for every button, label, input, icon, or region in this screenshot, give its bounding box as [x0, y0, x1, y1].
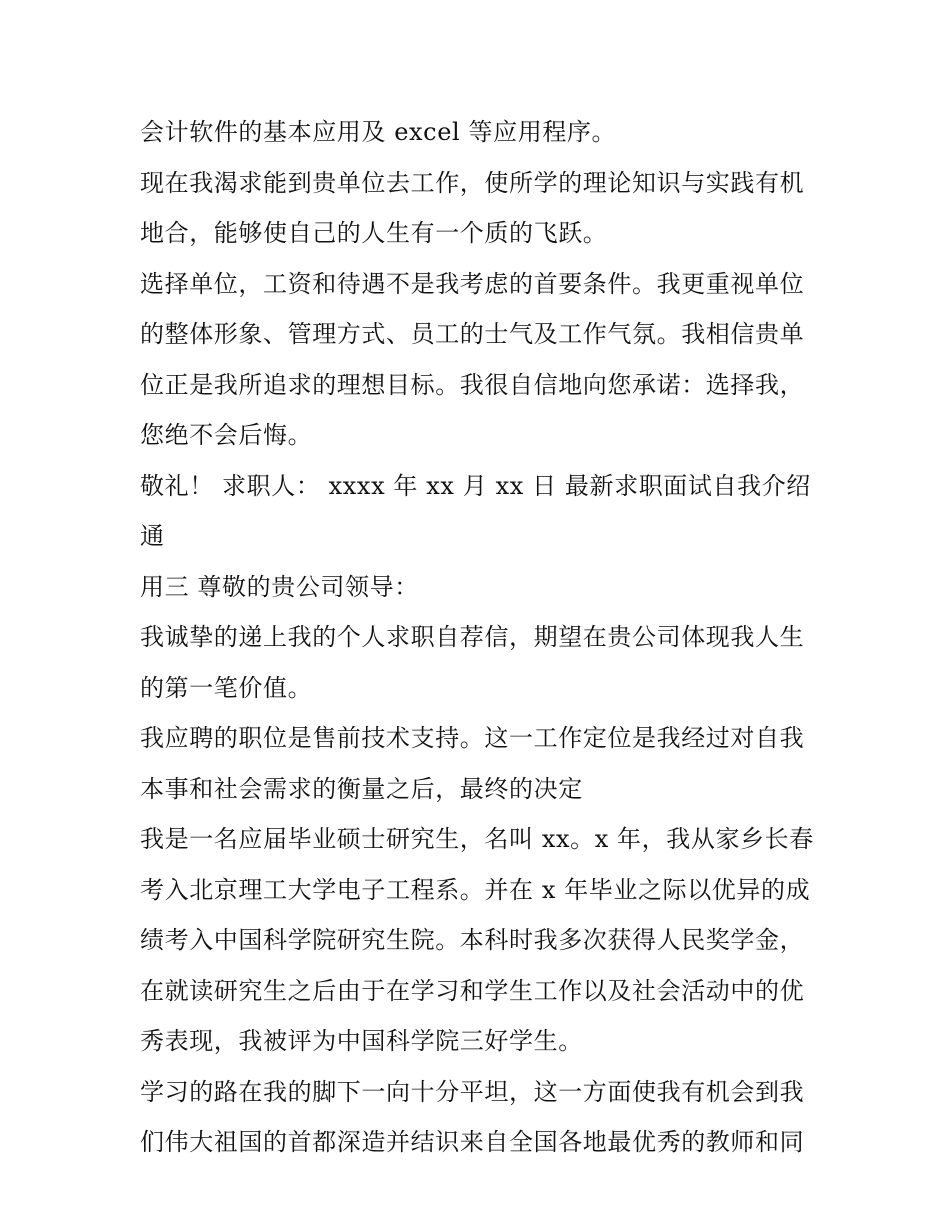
paragraph: 敬礼！ 求职人： xxxx 年 xx 月 xx 日 最新求职面试自我介绍通 用三 尊敬的贵公司领导：	[140, 471, 811, 601]
document-body	[140, 107, 830, 1168]
paragraph: 选择单位，工资和待遇不是我考虑的首要条件。我更重视单位 的整体形象、管理方式、员工的士气及工作气氛。我相信贵单 位正是我所追求的理想目标。我很自信地向您承诺：选择我， 您绝不会后悔。	[140, 269, 805, 449]
paragraph: 我应聘的职位是售前技术支持。这一工作定位是我经过对自我 本事和社会需求的衡量之后，最终的决定	[140, 724, 805, 803]
paragraph: 会计软件的基本应用及 excel 等应用程序。	[140, 118, 617, 146]
paragraph: 我诚挚的递上我的个人求职自荐信，期望在贵公司体现我人生 的第一笔价值。	[140, 623, 805, 702]
paragraph: 现在我渴求能到贵单位去工作，使所学的理论知识与实践有机 地合，能够使自己的人生有一个质的飞跃。	[140, 168, 805, 247]
paragraph: 学习的路在我的脚下一向十分平坦，这一方面使我有机会到我 们伟大祖国的首都深造并结识来自全国各地最优秀的教师和同	[140, 1077, 805, 1156]
paragraph: 我是一名应届毕业硕士研究生，名叫 xx。x 年，我从家乡长春 考入北京理工大学电子工程系。并在 x 年毕业之际以优异的成 绩考入中国科学院研究生院。本科时我多次获得人民奖学金， 在就读研究生之后由于在学习和学生工作以及社会活动中的优 秀表现，我被评为中国科学院三好学生。	[140, 825, 814, 1055]
